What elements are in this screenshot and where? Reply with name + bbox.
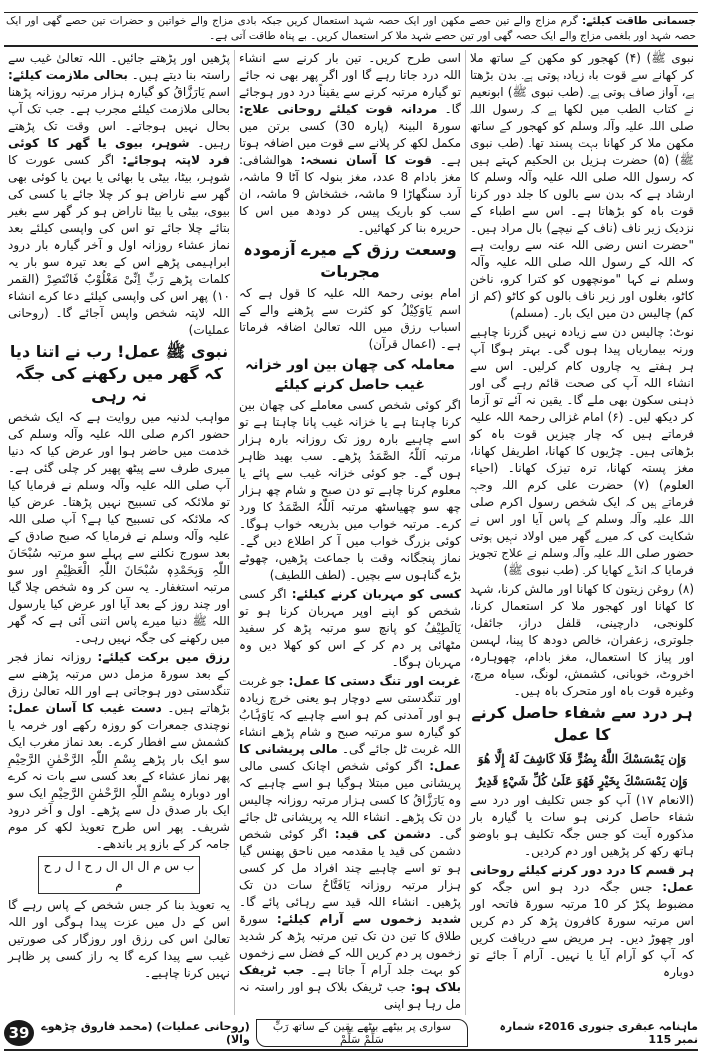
run-in-heading: مالی پریشانی کا عمل: <box>239 742 461 773</box>
paragraph-text: اگر کسی عورت کا شوہر، بیٹا، بیٹی یا بھائی یا بہن یا کوئی بھی گھر سے ناراض ہو کر چلا جائے یا کسی کی بیوی، بیٹی یا بیٹا ناراض ہو کر گھر سے بغیر بتائے چلا جائے تو اس کی واپسی کیلئے بعد نماز عشاء روزانہ اول و آخر گیارہ بار درود ابراہیمی پڑھے اس کے بعد تیرہ سو بار یہ کلمات پڑھے رَبِّ اِنِّیْ مَغْلُوْبٌ فَانْتَصِرْ (القمر ۱۰) پھر اس کی واپسی کیلئے دعا کرے انشاء اللہ لاپتہ شخص واپس آجائے گا۔ (روحانی عملیات) <box>8 153 230 337</box>
paragraph <box>8 649 230 853</box>
paragraph-text: سورۃ طلاق کا تین دن تک تین مرتبہ پڑھ کر شدید زخموں پر دم کریں اللہ کے فضل سے زخموں کو بہت جلد آرام آ جاتا ہے۔ <box>239 912 461 977</box>
page-footer <box>4 1019 698 1051</box>
section-heading: نبوی ﷺ عمل! رب نے اتنا دیا کہ گھر میں رکھنے کی جگہ نہ رہی <box>9 342 229 405</box>
paragraph: امام بونی رحمۃ اللہ علیہ کا قول ہے کہ اسم یَاوَکِیْلُ کو کثرت سے پڑھنے والے کے اسباب رزق میں اللہ تعالیٰ اضافہ فرماتا ہے۔ (اعمال قرآن) <box>239 286 461 351</box>
paragraph: (الانعام ۱۷) آپ کو جس تکلیف اور درد سے شفاء حاصل کرنی ہو سات یا گیارہ بار مذکورہ آیت کو جس جگہ تکلیف ہو باوضو ہاتھ رکھ کر پڑھیں اور دم کردیں۔ <box>470 793 694 858</box>
paragraph: (۸) روغن زیتون کا کھانا اور مالش کرنا، شہد کا کھانا اور کھجور ملا کر استعمال کرنا، کلونجی، دارچینی، قلفل دراز، جائفل، جلوتری، زعفران، خالص دودھ کا پینا، لہسن اور پیاز کا استعمال، مغز بادام، چھوہارہ، اخروٹ، خوبانی، کشمش، لونگ، سیاہ مرچ، وغیرہ قوت باہ اور متحرک باہ ہیں۔ <box>470 582 694 698</box>
article-credit: (روحانی عملیات) (محمد فاروق چڑھوے والا) <box>41 1020 250 1046</box>
run-in-heading: دشمن کی قید: <box>334 827 431 841</box>
paragraph-text: اسی طرح کریں۔ تین بار کرنے سے انشاء اللہ درد جاتا رہے گا اور اگر پھر بھی نہ جائے تو گیارہ مرتبہ کرنے سے یقیناً درد دور ہوجائے گا۔ <box>239 51 461 116</box>
paragraph <box>239 586 461 671</box>
run-in-heading: ہر قسم کا درد دور کرنے کیلئے روحانی عمل: <box>470 863 694 894</box>
paragraph <box>470 862 694 981</box>
section-heading: ہر درد سے شفاء حاصل کرنے کا عمل <box>471 703 693 744</box>
top-note-lead: جسمانی طاقت کیلئے: <box>582 15 697 27</box>
paragraph-text: سورۃ البینۃ (پارہ 30) کسی برتن میں مکمل لکھ کر پلانے سے قوت میں اضافہ ہوتا ہے۔ <box>239 119 461 167</box>
section-heading: معاملہ کی چھان بین اور خزانہ غیب حاصل کرنے کیلئے <box>245 357 455 393</box>
run-in-heading: بحالی ملازمت کیلئے: <box>8 68 128 82</box>
paragraph-text: روزانہ نماز فجر کے بعد سورۃ مزمل دس مرتبہ پڑھنے سے تنگدستی دور ہوجاتی ہے اور اللہ تعالیٰ رزق بڑھاتے ہیں۔ <box>8 650 230 715</box>
run-in-heading: مردانہ قوت کیلئے روحانی علاج: <box>239 102 438 116</box>
top-note <box>4 12 698 47</box>
paragraph: اگر کوئی شخص کسی معاملے کی چھان بین کرنا چاہتا ہے یا خزانہ غیب پانا چاہتا ہے تو اسے چاہیے بارہ روز تک روزانہ بارہ ہزار مرتبہ اَللّٰہُ الصَّمَدُ پڑھے۔ سب بھید ظاہر ہوں گے۔ جو کوئی خزانہ غیب سے پائے یا معلوم کرنا چاہے تو دن صبح و شام چھ ہزار چھ سو چھیاسٹھ مرتبہ اَللّٰہُ الصَّمَدُ کا ورد کرے۔ مرتبہ خواب میں بذریعہ خواب ہوگا۔ کوئی بزرگ خواب میں آ کر اطلاع دیں گے۔ نماز پنجگانہ وقت با جماعت پڑھیں، چھوٹے بڑے گناہوں سے بچیں۔ (لطف اللطیف) <box>239 398 461 582</box>
paragraph-text: اگر کوئی شخص دشمن کی قید یا مقدمہ میں ناحق پھنس گیا ہو تو اسے چاہیے چند افراد مل کر کسی ہزار مرتبہ روزانہ یَافَتَّاحُ سات دن تک پڑھیں۔ انشاء اللہ قید سے رہائی پائے گا۔ <box>239 827 461 909</box>
columns <box>4 50 698 1015</box>
paragraph-text: اسم یَارَزَّاقُ کو گیارہ ہزار مرتبہ روزانہ پڑھنا بحالی ملازمت کیلئے مجرب ہے۔ جب تک آپ بحال نہیں ہوجاتے۔ اس وقت تک پڑھتے رہیں۔ <box>8 85 230 150</box>
taweez-box: ب س م ال ال ال ر ح ا ل ر ح م <box>38 856 200 894</box>
column-left <box>4 50 234 1015</box>
run-in-heading: شوہر، بیوی یا گھر کا کوئی فرد لاپتہ ہوجائے: <box>8 136 230 167</box>
paragraph <box>239 673 461 1013</box>
paragraph-text: اگر کسی شخص کو اپنے اوپر مہربان کرنا ہو تو یَالَطِیْفُ کو پانچ سو مرتبہ پڑھ کر سفید مٹھائی پر دم کر کے اس کو کھلا دیں وہ مہربان ہوگا۔ <box>239 587 461 669</box>
footer-tip: سواری پر بیٹھے بیٹھے یقین کے ساتھ رَبِّ سَلِّمْ سَلِّمْ <box>256 1019 468 1047</box>
run-in-heading: قوت کا آسان نسخہ: <box>300 153 433 167</box>
run-in-heading: جب ٹریفک بلاک ہو: <box>239 963 461 994</box>
paragraph-text: اگر کوئی شخص اچانک کسی مالی پریشانی میں مبتلا ہوگیا ہو اسے چاہیے کہ وہ یَارَزَّاقُ کا کسی ہزار مرتبہ روزانہ چالیس دن تک پڑھے۔ انشاء اللہ یہ پریشانی ٹل جائے گی۔ <box>239 759 461 841</box>
paragraph: نوٹ: چالیس دن سے زیادہ نہیں گزرنا چاہیے ورنہ بیماریاں پیدا ہوں گی۔ بہتر ہوگا آپ ہر ہفتے یہ چاروں کام کرلیں۔ اس سے انشاء اللہ آپ کی صحت قائم رہے گی اور ذہنی سکون بھی ملے گا۔ یقین نہ آئے تو آزما کر دیکھ لیں۔ (۶) امام غزالی رحمۃ اللہ علیہ فرماتے ہیں کہ چار چیزیں قوت باہ کو بڑھاتی ہیں۔ چڑیوں کا کھانا، اطریفل کھانا، مغز پستہ کھانا، ترہ تیزک کھانا۔ (احیاء العلوم) (۷) حضرت علی کرم اللہ وجہہ فرماتے ہیں کہ ایک شخص رسول اکرم صلی اللہ علیہ وآلہ وسلم کے پاس آیا اور اس نے شکایت کی کہ میرے گھر میں اولاد نہیں ہوتی حضور صلی اللہ علیہ وآلہ وسلم نے علاج تجویز فرمایا کہ انڈے کھایا کر۔ (طب نبوی ﷺ) <box>470 325 694 577</box>
paragraph-text: نوچندی جمعرات کو روزہ رکھے اور خرمہ یا کشمش سے افطار کرے۔ بعد نماز مغرب ایک سو ایک بار پڑھے بِسْمِ اللّٰہِ الرَّحْمٰنِ الرَّحِیْمِ پھر نماز عشاء کے بعد کسی سے بات نہ کرے اور دوبارہ بِسْمِ اللّٰہِ الرَّحْمٰنِ الرَّحِیْمِ ایک سو ایک بار صدق دل سے پڑھے۔ اول و آخر درود شریف۔ پھر اس طرح تعویذ لکھ کر موم جامہ کر کے بازو پر باندھے۔ <box>8 718 230 851</box>
section-heading: وسعت رزق کے میرے آزمودہ مجربات <box>243 240 457 281</box>
paragraph-text: جس جگہ درد ہو اس جگہ کو مضبوط پکڑ کر 10 مرتبہ سورۃ فاتحہ اور اس مرتبہ سورۃ کافرون پڑھ کر دم کریں اور چھوڑ دیں۔ ہر مریض سے دریافت کریں کہ آپ کو آرام آیا یا نہیں۔ آرام آ جائے تو دوبارہ <box>470 880 694 979</box>
run-in-heading: رزق میں برکت کیلئے: <box>97 650 230 664</box>
paragraph: نبوی ﷺ) (۴) کھجور کو مکھن کے ساتھ ملا کر کھانے سے قوت باہ زیادہ ہوتی ہے۔ بدن بڑھتا ہے، آواز صاف ہوتی ہے۔ (طب نبوی ﷺ) ابونعیم نے کتاب الطب میں لکھا ہے کہ رسول اللہ صلی اللہ علیہ وآلہ وسلم کو کھجور کے ساتھ مکھن ملا کر کھانا بہت پسند تھا۔ (طب نبوی ﷺ) (۵) حضرت ہزیل بن الحکیم کہتے ہیں کہ رسول اللہ صلی اللہ علیہ وآلہ وسلم کا ارشاد ہے کہ بدن سے بالوں کا جلد دور کرنا قوت باہ کو بڑھاتا ہے۔ اس سے اطباء کے نزدیک زیر ناف (ناف کے نیچے) بال مراد ہیں۔ "حضرت انس رضی اللہ عنہ سے روایت ہے کہ اللہ کے رسول اللہ صلی اللہ علیہ وآلہ وسلم نے کہا "مونچھوں کو کترا کرو، ناخن کاٹو، بغلوں اور زیر ناف بالوں کو کاٹو (کم از کم) چالیس دن میں ایک بار۔ (مسلم) <box>470 51 694 320</box>
paragraph-text: پڑھیں اور پڑھتے جائیں۔ اللہ تعالیٰ غیب سے راستہ بنا دیتے ہیں۔ <box>8 51 230 82</box>
top-note-text: گرم مزاج والے تین حصے مکھن اور ایک حصہ شہد استعمال کریں جبکہ بادی مزاج والے خواتین و حضرات تین حصے گھی اور ایک حصہ شہد اور بلغمی مزاج والے ایک حصہ گھی اور تین حصے شہد ملا کر استعمال کریں۔ بے پناہ طاقت آتی ہے۔ <box>6 15 696 42</box>
paragraph <box>8 50 230 339</box>
paragraph-text: ھوالشافی: مغز بادام 8 عدد، مغز بنولہ کا آٹا 9 ماشہ، آرد سنگھاڑا 9 ماشہ، خشخاش 9 ماشہ، ان سب کو باریک پیس کر دودھ میں اس کا حریرہ بنا کر کھائیں۔ <box>239 153 461 235</box>
quran-verse: وَإِن يَمْسَسْكَ اللَّهُ بِضُرٍّ فَلَا كَاشِفَ لَهُ إِلَّا هُوَ وَإِن يَمْسَسْكَ بِخَيْرٍ فَهُوَ عَلَىٰ كُلِّ شَيْءٍ قَدِيرٌ <box>476 752 688 788</box>
run-in-heading: غربت اور تنگ دستی کا عمل: <box>288 674 461 688</box>
run-in-heading: شدید زخموں سے آرام کیلئے: <box>276 912 461 926</box>
paragraph-text: جو غربت اور تنگدستی سے دوچار ہو یعنی خرچ زیادہ ہو اور آمدنی کم ہو اسے چاہیے کہ یَاوَہَّابُ کو گیارہ سو مرتبہ صبح و شام پڑھے انشاء اللہ غربت ٹل جائے گی۔ <box>239 674 461 756</box>
run-in-heading: دست غیب کا آسان عمل: <box>8 701 162 715</box>
page-number: 39 <box>4 1020 34 1046</box>
paragraph: مواہب لدنیہ میں روایت ہے کہ ایک شخص حضور اکرم صلی اللہ علیہ وآلہ وسلم کی خدمت میں حاضر ہوا اور عرض کیا کہ دنیا میری طرف سے پیٹھ پھیر کر چلی گئی ہے۔ آپ صلی اللہ علیہ وآلہ وسلم نے فرمایا کیا تو ملائکہ کی تسبیح نہیں پڑھتا۔ عرض کیا کہ ملائکہ کی تسبیح کیا ہے؟ آپ صلی اللہ علیہ وآلہ وسلم نے فرمایا کہ صبح صادق کے بعد سورج نکلنے سے پہلے سو مرتبہ سُبْحَانَ اللّٰہِ وَبِحَمْدِہٖ سُبْحَانَ اللّٰہِ الْعَظِیْمِ اور سو مرتبہ استغفار۔ یہ سن کر وہ شخص چلا گیا اور چند روز کے بعد آیا اور عرض کیا یارسول اللہ ﷺ دنیا میرے پاس اتنی آئی ہے کہ گھر میں رکھنے کی جگہ نہیں رہی۔ <box>8 410 230 645</box>
paragraph: یہ تعویذ بنا کر جس شخص کے پاس رہے گا اس کے دل میں عزت پیدا ہوگی اور اللہ تعالیٰ اس کی رزق اور روزگار کی صورتیں غیب سے پیدا کرے گا یہ راز کسی پر ظاہر نہیں کرنا چاہیے۔ <box>8 898 230 980</box>
paragraph-text: جب ٹریفک بلاک ہو اور راستہ نہ مل رہا ہو اپنی <box>239 980 461 1011</box>
paragraph <box>239 50 461 237</box>
run-in-heading: کسی کو مہربان کرنے کیلئے: <box>291 587 461 601</box>
column-middle <box>234 50 466 1015</box>
column-right <box>466 50 698 1015</box>
magazine-issue: ماہنامہ عبقری جنوری 2016ء شمارہ نمبر 115 <box>499 1020 698 1046</box>
